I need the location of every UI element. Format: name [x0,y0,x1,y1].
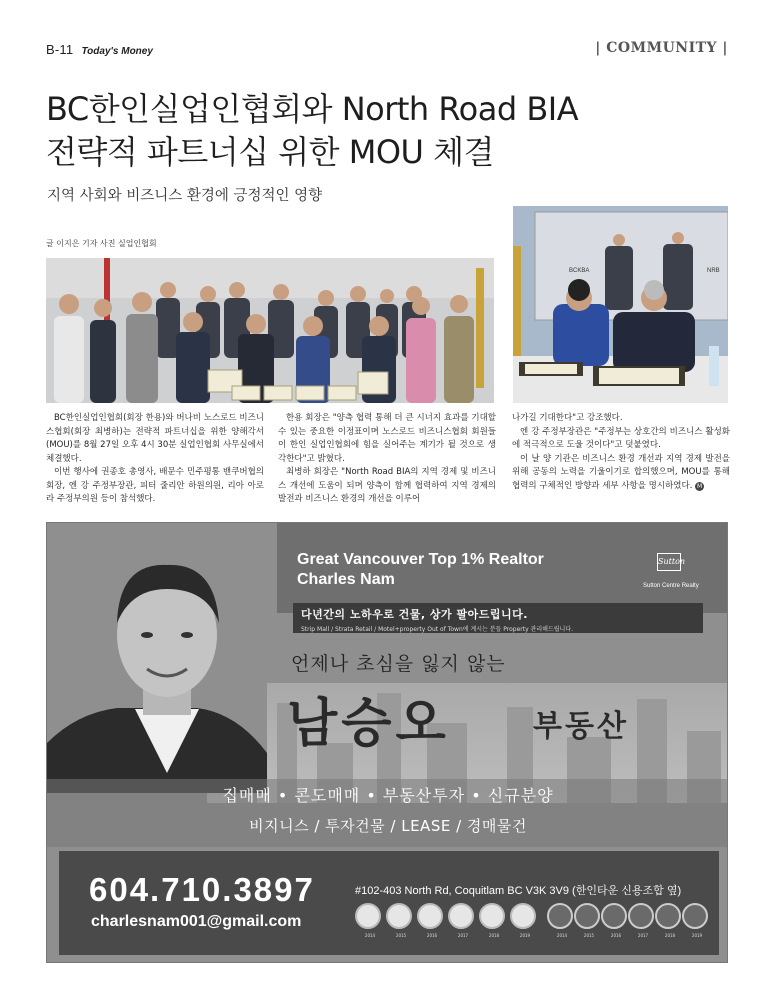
award-year: 2019 [519,933,531,938]
award-year: 2019 [691,933,703,938]
award-badge-icon [386,903,412,938]
email-address[interactable]: charlesnam001@gmail.com [91,913,302,930]
article-paragraph: 한용 회장은 "양측 협력 통해 더 큰 시너지 효과를 기대할 수 있는 중요한 이정표이며 노스로드 비즈니스협회 회원들이 한인 실업인협회에 힘을 실어주는 계기가 될 것으로 생각한다"고 밝혔다. [278,413,496,464]
realtor-headline: Great Vancouver Top 1% Realtor [297,551,544,568]
article-subheadline: 지역 사회와 비즈니스 환경에 긍정적인 영향 [47,188,323,204]
ad-tagline: 언제나 초심을 잃지 않는 [291,653,506,675]
ad-banner-sub: Strip Mall / Strata Retail / Motel+property Out of Town에 계시는 분들 Property 관리해드립니다. [301,626,574,633]
award-badge-icon [628,903,654,938]
award-year: 2017 [637,933,649,938]
article-headline [46,88,736,174]
company-name: 남승오 [287,694,450,754]
award-badge-icon [479,903,505,938]
nrb-sign: NRB [707,268,720,274]
article-end-mark-icon: M [697,482,703,490]
real-estate-advertisement [46,522,728,963]
award-year: 2018 [488,933,500,938]
section-label: | COMMUNITY | [595,40,728,56]
services-line-1: 집매매 • 콘도매매 • 부동산투자 • 신규분양 [222,786,554,805]
bckba-sign: BCKBA [569,268,590,274]
award-badge-icon [601,903,627,938]
article-column-1 [46,412,264,507]
award-year: 2015 [395,933,407,938]
sutton-logo-icon: Sutton [657,553,681,571]
article-paragraph [512,453,730,494]
article-paragraph: 최병하 회장은 "North Road BIA의 지역 경제 및 비즈니스 개선에 도움이 되며 양측이 함께 협력하여 지역 경제의 발전과 비즈니스 환경의 개선을 이루어 [278,467,496,504]
award-year: 2016 [610,933,622,938]
brokerage-name: Sutton Centre Realty [643,583,699,589]
article-paragraph: 이번 행사에 권종호 총영사, 배문수 민주평통 밴쿠버협의회장, 엔 강 주정부장관, 피터 줄리안 하원의원, 리아 아로라 주정부의원 등이 참석했다. [46,467,264,504]
ad-banner [293,603,703,633]
ad-banner-main: 다년간의 노하우로 건물, 상가 팔아드립니다. [301,608,528,621]
award-badge-icon [655,903,681,938]
services-line-2: 비지니스 / 투자건물 / LEASE / 경매물건 [249,817,527,835]
article-paragraph: 엔 강 주정부장관은 "주정부는 상호간의 비즈니스 활성화에 적극적으로 도울 것이다"고 덧붙였다. [512,426,730,450]
group-photo-illustration [46,258,494,403]
signing-photo-illustration [513,206,728,403]
realtor-name: Charles Nam [297,571,395,588]
headline-line-1: BC한인실업인협회와 North Road BIA [46,90,579,128]
award-year: 2014 [556,933,568,938]
realtor-portrait [47,523,267,793]
award-badges [355,903,715,937]
article-column-2 [278,412,496,507]
contact-box [59,851,719,955]
signing-photo [513,206,728,403]
award-year: 2017 [457,933,469,938]
award-year: 2016 [426,933,438,938]
article-paragraph-text: 이 날 양 기관은 비즈니스 환경 개선과 지역 경제 발전을 위해 공동의 노력을 기울이기로 합의했으며, MOU를 통해 협력의 구체적인 방향과 세부 사항을 명시하였다. [512,453,730,491]
award-badge-icon [574,903,600,938]
page-number: B-11 [46,42,74,57]
award-year: 2018 [664,933,676,938]
award-badge-icon [417,903,443,938]
page-header-left [46,42,153,58]
award-badge-icon [355,903,381,938]
article-paragraph: 나가길 기대한다"고 강조했다. [512,413,623,423]
office-address: #102-403 North Rd, Coquitlam BC V3K 3V9 (한인타운 신용조합 옆) [355,885,682,897]
article-paragraph: BC한인실업인협회(회장 한용)와 버나비 노스로드 비즈니스협회(회장 최병하)는 전략적 파트너십을 위한 양해각서(MOU)를 8월 27일 오후 4시 30분 실업인협회 사무실에서 체결했다. [46,413,264,464]
phone-number[interactable]: 604.710.3897 [89,871,315,908]
award-badge-icon [682,903,708,938]
photo-credit: 글 이지은 기자 사진 실업인협회 [46,239,157,248]
headline-line-2: 전략적 파트너십 위한 MOU 체결 [46,133,494,171]
magazine-brand: Today's Money [81,46,153,57]
award-year: 2014 [364,933,376,938]
group-photo [46,258,494,403]
article-column-3 [512,412,730,493]
award-year: 2015 [583,933,595,938]
award-badge-icon [510,903,536,938]
award-badge-icon [547,903,573,938]
company-suffix: 부동산 [533,709,629,744]
award-badge-icon [448,903,474,938]
